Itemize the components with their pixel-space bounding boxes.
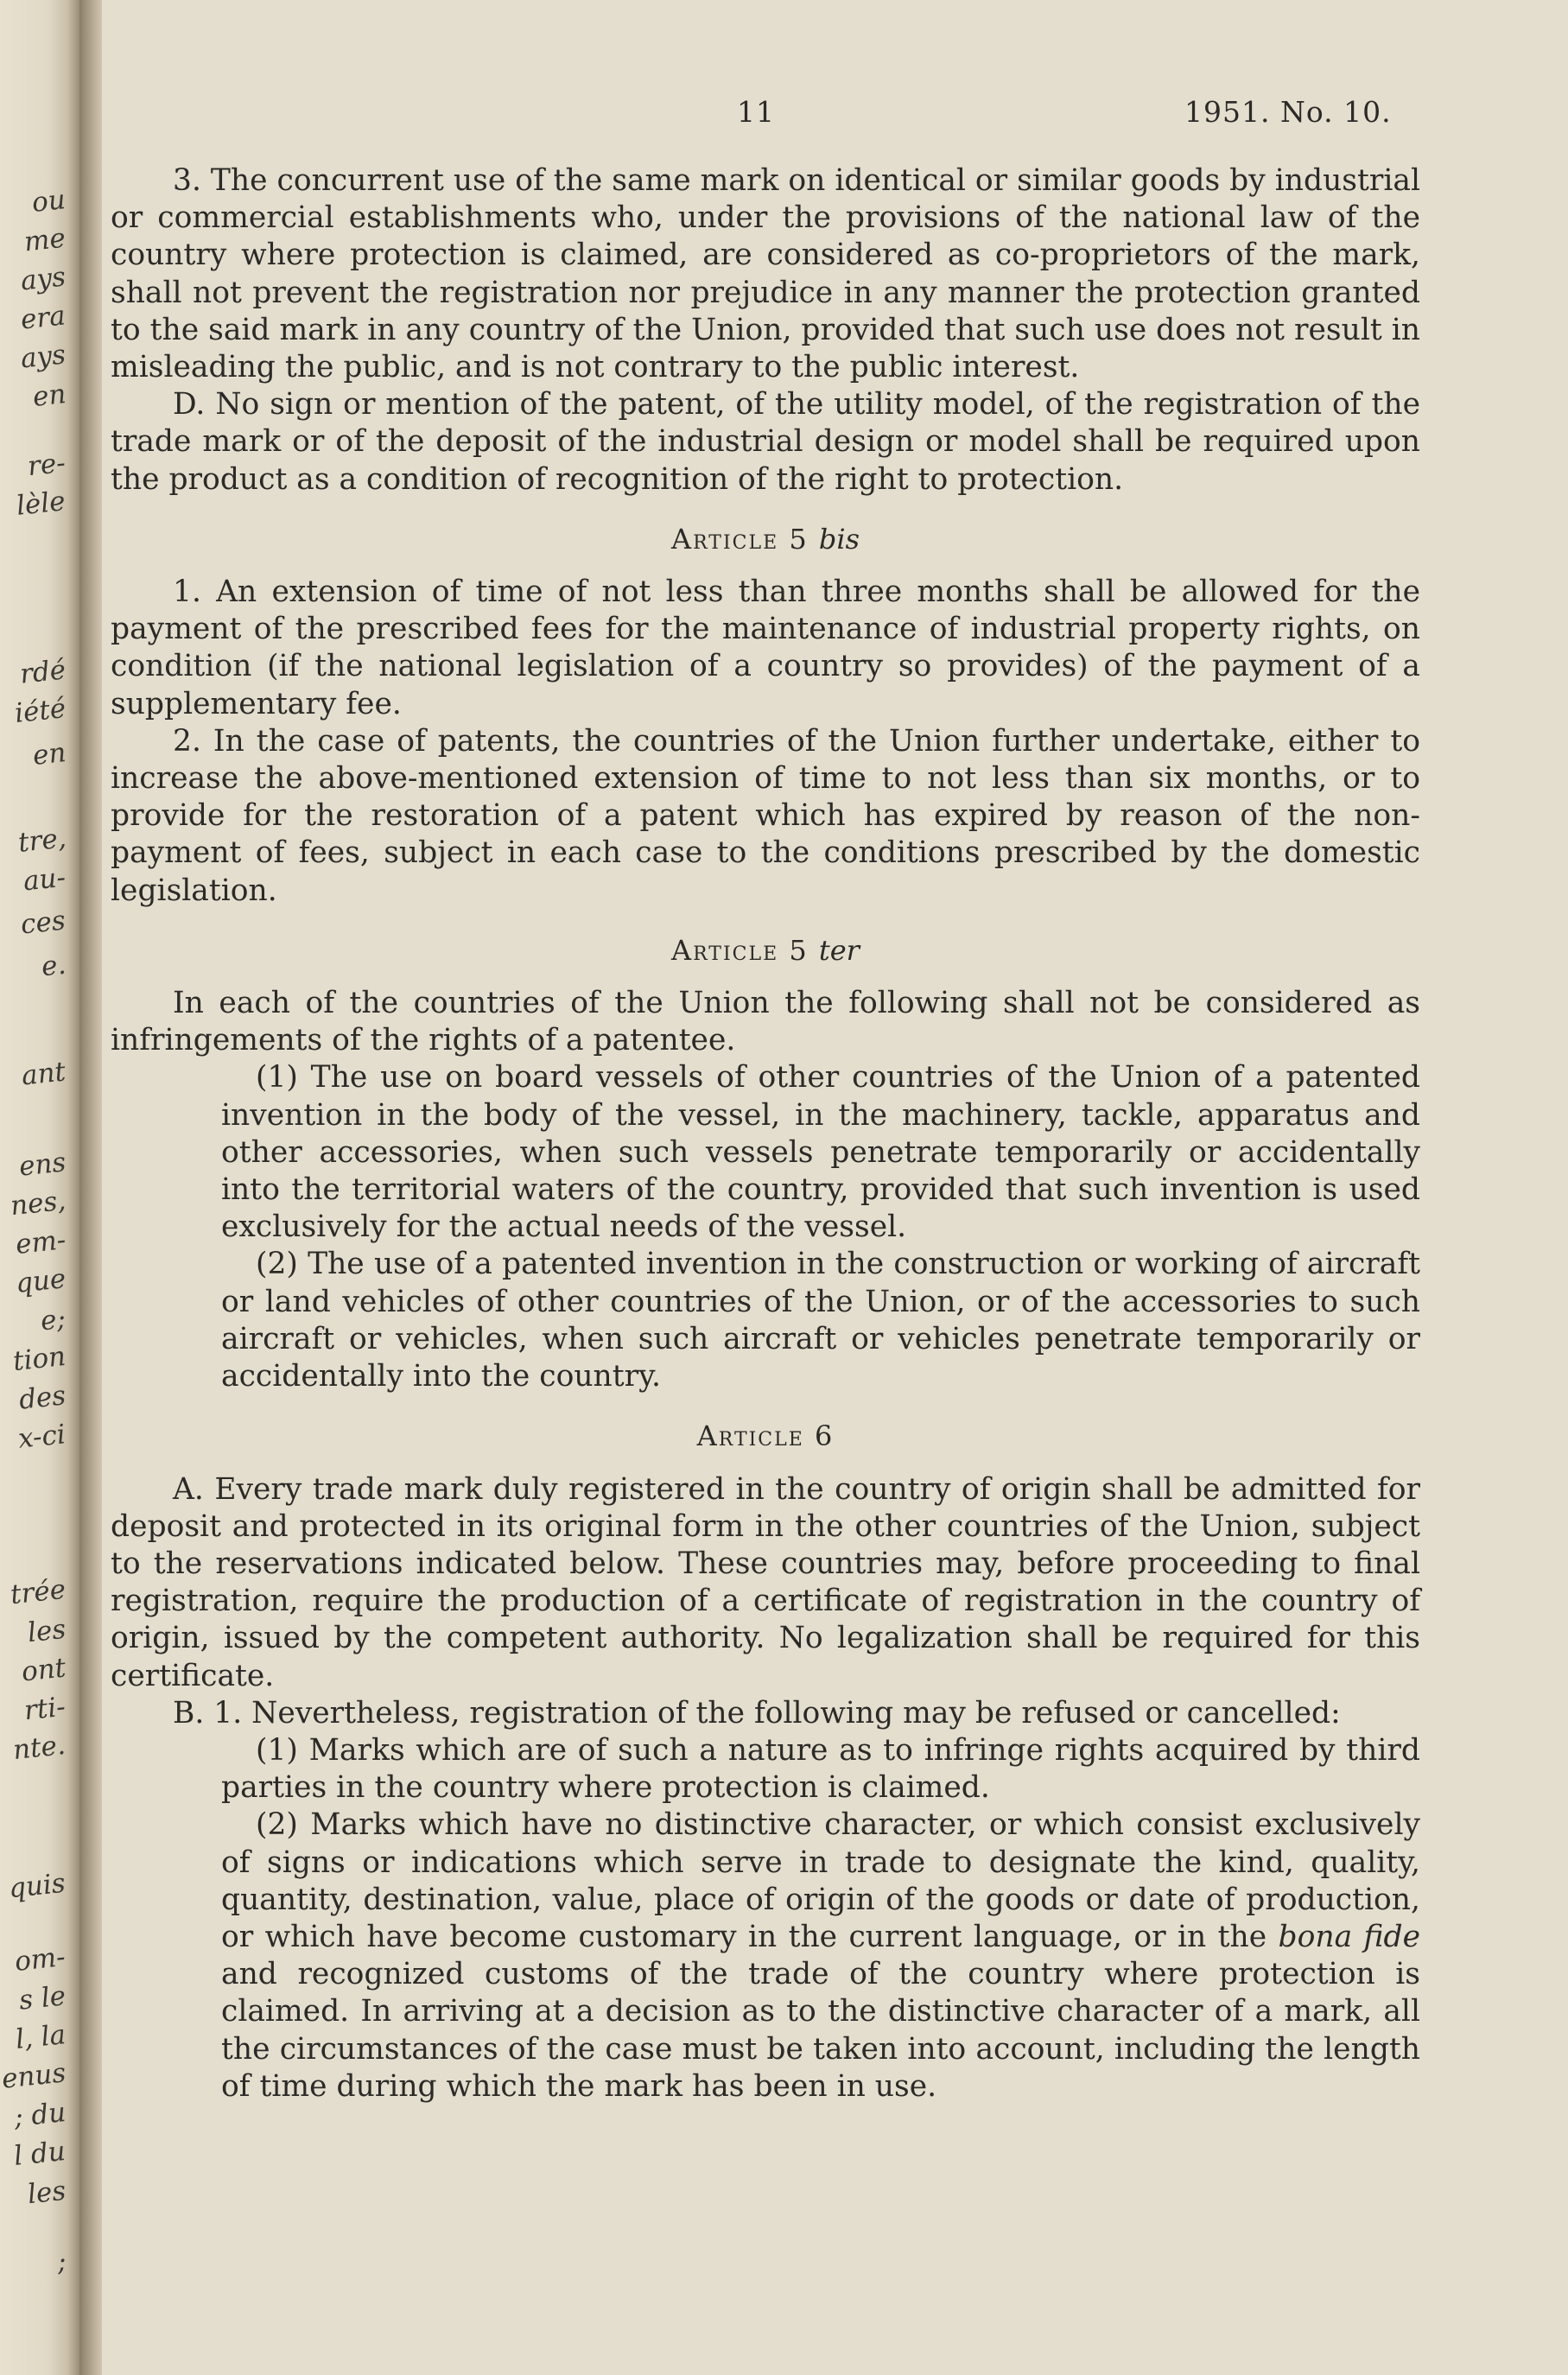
book-gutter: [79, 0, 102, 2375]
facing-page-fragment: tre,: [16, 822, 67, 859]
facing-page-fragment: ays: [19, 261, 67, 297]
body-text: [111, 162, 1420, 2105]
article-5-ter-title: Article 5: [671, 933, 809, 967]
facing-page-fragment: que: [14, 1263, 67, 1299]
facing-page-fragment: tion: [11, 1340, 67, 1378]
facing-page-fragment: ces: [19, 905, 67, 941]
paragraph-3: 3. The concurrent use of the same mark on identical or similar goods by industrial or commercial establishments who, under the provisions of the national law of the country where protection is claimed, are considered as co-proprietors of the mark, shall not prevent the registration nor prejudice in any manner the protection granted to the said mark in any country of the Union, provided that such use does not result in misleading the public, and is not contrary to the public interest.: [111, 163, 1420, 385]
facing-page-fragment: ont: [20, 1652, 67, 1688]
page-number: 11: [737, 95, 775, 129]
facing-page-fragment: en: [30, 737, 67, 772]
facing-page-edge: [0, 0, 79, 2375]
facing-page-fragment: nes,: [9, 1184, 67, 1222]
article-5-bis-para-1: 1. An extension of time of not less than three months shall be allowed for the payment of the prescribed fees for the maintenance of industrial property rights, on condition (if the national legislation of a country so provides) of the payment of a supplementary fee.: [111, 575, 1420, 721]
facing-page-fragment: les: [26, 1613, 67, 1649]
facing-page-fragment: om-: [13, 1941, 67, 1978]
facing-page-fragment: e;: [39, 1303, 67, 1337]
facing-page-fragment: era: [19, 300, 67, 336]
facing-page-fragment: nte.: [11, 1729, 67, 1767]
facing-page-fragment: ant: [20, 1056, 67, 1092]
facing-page-fragment: s le: [17, 1980, 67, 2016]
facing-page-fragment: re-: [26, 447, 67, 483]
clause-2-text-start: (2) Marks which have no distinctive character, or which consist exclusively of signs or indications which serve in trade to designate the kind, quality, quantity, destination, value, place of origin of the goods or date of production, or which have become customary in the current language, or in the: [221, 1807, 1420, 1954]
article-5-bis-suffix: bis: [818, 522, 860, 556]
facing-page-fragment: les: [26, 2175, 67, 2211]
article-5-ter-suffix: ter: [818, 933, 860, 967]
article-5-ter-clause-2: (2) The use of a patented invention in the construction or working of aircraft or land vehicles of other countries of the Union, or of the accessories to such aircraft or vehicles, when such aircraft or vehicles penetrate temporarily or accidentally into the country.: [221, 1247, 1420, 1394]
article-5-ter-clause-1: (1) The use on board vessels of other countries of the Union of a patented invention in the body of the vessel, in the machinery, tackle, apparatus and other accessories, when such vessels penetrate temporarily or accidentally into the territorial waters of the country, provided that such invention is used exclusively for the actual needs of the vessel.: [221, 1060, 1420, 1245]
facing-page-fragment: des: [17, 1380, 67, 1416]
facing-page-fragment: l, la: [14, 2019, 67, 2055]
facing-page-fragment: trée: [9, 1573, 67, 1611]
facing-page-fragment: ; du: [12, 2096, 67, 2134]
article-5-ter-heading: [111, 932, 1420, 969]
facing-page-fragment: en: [30, 378, 67, 413]
facing-page-fragment: enus: [0, 2057, 67, 2095]
document-reference: 1951. No. 10.: [1184, 95, 1392, 129]
facing-page-fragment: ays: [19, 339, 67, 375]
facing-page-fragment: rti-: [22, 1691, 67, 1727]
document-page: [102, 0, 1568, 2375]
facing-page-fragment: lèle: [15, 486, 67, 522]
facing-page-fragment: ;: [54, 2245, 67, 2278]
clause-2-text-end: and recognized customs of the trade of the country where protection is claimed. In arriving at a decision as to the distinctive character of a mark, all the circumstances of the case must be taken into account, including the length of time during which the mark has been in use.: [221, 1957, 1420, 2104]
facing-page-fragment: e.: [39, 949, 67, 983]
article-5-bis-title: Article 5: [671, 522, 809, 556]
facing-page-fragment: l du: [12, 2135, 67, 2173]
bona-fide-italic: bona fide: [1278, 1919, 1421, 1954]
facing-page-fragment: me: [22, 222, 67, 258]
article-6-para-a: A. Every trade mark duly registered in the country of origin shall be admitted for deposit and protected in its original form in the other countries of the Union, subject to the reservations indicated below. These countries may, before proceeding to final registration, require the production of a certificate of registration in the country of origin, issued by the competent authority. No legalization shall be required for this certificate.: [111, 1471, 1420, 1693]
facing-page-fragment: au-: [22, 861, 67, 898]
facing-page-fragment: quis: [7, 1867, 67, 1905]
facing-page-fragment: em-: [14, 1224, 67, 1261]
article-6-para-b: B. 1. Nevertheless, registration of the following may be refused or cancelled:: [173, 1695, 1341, 1730]
facing-page-fragment: rdé: [18, 654, 67, 690]
article-6-heading: Article 6: [696, 1419, 835, 1453]
facing-page-fragment: iété: [13, 693, 67, 729]
paragraph-d: D. No sign or mention of the patent, of the utility model, of the registration of the trade mark or of the deposit of the industrial design or model shall be required upon the product as a condition of recognition of the right to protection.: [111, 387, 1420, 497]
facing-page-fragment: ou: [30, 184, 67, 219]
facing-page-fragment: x-ci: [16, 1419, 67, 1455]
article-6-b-clause-2: [111, 1807, 1420, 2105]
article-5-bis-para-2: 2. In the case of patents, the countries of the Union further undertake, either to increase the above-mentioned extension of time to not less than six months, or to provide for the restoration of a patent which has expired by reason of the non-payment of fees, subject in each case to the conditions prescribed by the domestic legislation.: [111, 723, 1420, 908]
article-5-bis-heading: [111, 521, 1420, 558]
facing-page-fragment: ens: [17, 1146, 67, 1183]
article-5-ter-intro: In each of the countries of the Union the following shall not be considered as infringements of the rights of a patentee.: [111, 986, 1420, 1058]
article-6-b-clause-1: (1) Marks which are of such a nature as to infringe rights acquired by third parties in the country where protection is claimed.: [221, 1732, 1420, 1806]
